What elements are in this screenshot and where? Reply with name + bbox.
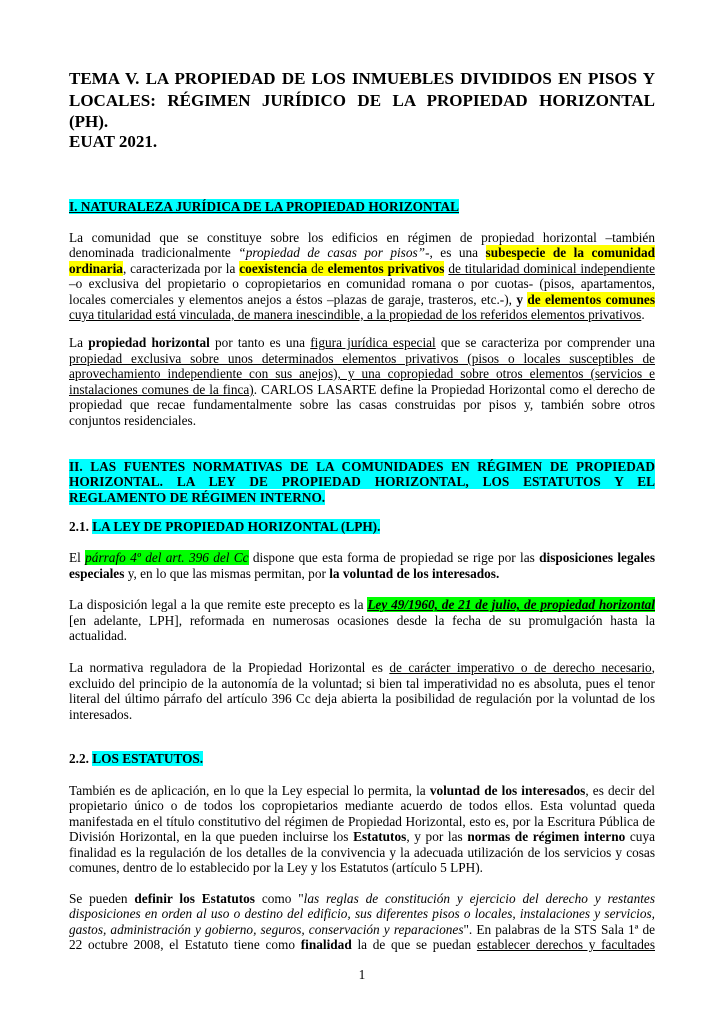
text-run: denominada tradicionalmente [69, 245, 239, 260]
text-run: por tanto es una [209, 335, 311, 351]
subsection-heading-2-1 [69, 519, 655, 535]
text-line [69, 90, 655, 111]
text-run: También es de aplicación, en lo que la Ley especial lo permita, la [69, 782, 430, 798]
text-run: disposiciones en orden al uso o destino del edificio, sus diferentes pisos o locales, instalaciones y servicios, [69, 906, 655, 922]
text-run: dispone que esta forma de propiedad se rige por las [248, 550, 540, 566]
text-run: comunes, dentro de lo establecido por la Ley y los Estatutos (artículo 5 LPH). [69, 860, 483, 876]
text-line [69, 707, 655, 723]
underlined-text: cuya titularidad está vinculada, de manera inescindible, a la propiedad de los referidos elementos privativos [69, 307, 642, 322]
bold-text: definir los Estatutos [134, 890, 255, 906]
text-line [69, 199, 655, 215]
text-run: cuya [625, 829, 655, 845]
underlined-text: de titularidad dominical independiente [448, 260, 656, 276]
underlined-text: propiedad exclusiva sobre unos determinados elementos privativos (pisos o locales susceptibles de [69, 350, 655, 366]
text-run: locales comerciales y elementos anejos a éstos –plazas de garaje, trasteros, etc.-), [69, 291, 517, 307]
bold-text: voluntad de los interesados [429, 782, 586, 798]
highlighted-text: subespecie de la comunidad [485, 245, 656, 260]
bold-text: especiales [69, 565, 125, 581]
text-run: (PH). [69, 111, 109, 131]
text-run: 2.2. [69, 751, 93, 767]
paragraph-estatutos-2 [69, 891, 655, 953]
bold-text: normas de régimen interno [467, 829, 626, 845]
text-line [69, 676, 655, 692]
text-line [69, 891, 655, 907]
paragraph-naturaleza-1 [69, 230, 655, 323]
text-run: La normativa reguladora de la Propiedad Horizontal es [69, 660, 390, 676]
text-run: como " [254, 890, 304, 906]
text-line [69, 413, 655, 429]
text-run: , y por las [406, 829, 468, 845]
text-line [69, 366, 655, 382]
underlined-text: de carácter imperativo o de derecho necesario [389, 660, 652, 676]
text-line [69, 307, 655, 323]
paragraph-lph-2 [69, 597, 655, 644]
text-run: El [69, 550, 86, 566]
text-line [69, 335, 655, 351]
text-line [69, 597, 655, 613]
text-run: ". En palabras de la STS Sala 1ª de [463, 921, 655, 937]
text-run: que se caracteriza por comprender una [435, 335, 655, 351]
paragraph-lph-1 [69, 550, 655, 581]
text-run: literal del último párrafo del artículo 396 Cc deja abierta la posibilidad de regulación por la voluntad de los [69, 691, 655, 707]
text-line [69, 111, 655, 132]
text-line [69, 628, 655, 644]
text-run: propietario único o de todos los copropietarios mediante acuerdo de todos ellos. Esta voluntad queda [69, 798, 655, 814]
text-line [69, 474, 655, 490]
text-line [69, 613, 655, 629]
text-run: 22 octubre 2008, el Estatuto tiene como [69, 937, 301, 953]
text-line [69, 566, 655, 582]
text-line [69, 660, 655, 676]
course-label [69, 131, 655, 152]
highlighted-text: HORIZONTAL. LA LEY DE PROPIEDAD HORIZONTAL, LOS ESTATUTOS Y EL [69, 474, 655, 490]
highlighted-text: REGLAMENTO DE RÉGIMEN INTERNO. [69, 489, 326, 505]
text-line [69, 351, 655, 367]
text-line [69, 798, 655, 814]
subsection-heading-2-2 [69, 751, 655, 767]
text-run: [en adelante, LPH], reformada en numerosas ocasiones desde la fecha de su promulgación hasta la [69, 612, 655, 628]
text-line [69, 131, 655, 152]
text-line [69, 783, 655, 799]
text-line [69, 922, 655, 938]
text-run: propiedad que recae fundamentalmente sobre las casas construidas por pisos y, también sobre otros [69, 397, 655, 413]
paragraph-naturaleza-2 [69, 335, 655, 428]
highlighted-text: I. NATURALEZA JURÍDICA DE LA PROPIEDAD HORIZONTAL [69, 199, 459, 215]
text-run: La [69, 335, 89, 351]
text-run: La disposición legal a la que remite este precepto es la [69, 597, 368, 613]
text-run: interesados. [69, 706, 133, 722]
text-line [69, 814, 655, 830]
highlighted-text: II. LAS FUENTES NORMATIVAS DE LA COMUNIDADES EN RÉGIMEN DE PROPIEDAD [69, 458, 655, 474]
underlined-text: establecer derechos y facultades [476, 937, 656, 953]
text-line [69, 292, 655, 308]
text-line [69, 490, 655, 506]
text-line [69, 829, 655, 845]
bold-text: la voluntad de los interesados. [329, 565, 500, 581]
text-line [69, 519, 655, 535]
text-run: . CARLOS LASARTE define la Propiedad Horizontal como el derecho de [253, 381, 655, 397]
paragraph-estatutos-1 [69, 783, 655, 876]
underlined-text: instalaciones comunes de la finca) [69, 381, 254, 397]
text-run: LOCALES: RÉGIMEN JURÍDICO DE LA PROPIEDAD HORIZONTAL [69, 90, 655, 110]
text-run: gastos, administración y gobierno, seguros, conservación y reparaciones [69, 921, 464, 937]
text-line [69, 382, 655, 398]
text-line [69, 751, 655, 767]
text-run: , caracterizada por la [122, 260, 240, 276]
text-line [69, 691, 655, 707]
bold-text: y [516, 291, 528, 307]
highlighted-text: coexistencia [239, 260, 308, 276]
highlighted-text: párrafo 4º del art. 396 del Cc [85, 550, 249, 566]
text-line [69, 245, 655, 261]
section-heading-1 [69, 199, 655, 215]
underlined-text: aprovechamiento independiente con sus anejos), y una copropiedad sobre otros elementos (servicios e [69, 366, 655, 382]
highlighted-text: elementos privativos [327, 260, 445, 276]
bold-text: propiedad horizontal [88, 335, 210, 351]
text-run: “propiedad de casas por pisos” [238, 245, 426, 260]
text-line [69, 937, 655, 953]
text-run: excluido del principio de la autonomía de la voluntad; si bien tal imperatividad no es absoluta, pues el tenor [69, 675, 655, 691]
text-run: . [641, 307, 645, 322]
text-line [69, 906, 655, 922]
text-line [69, 845, 655, 861]
text-line [69, 276, 655, 292]
text-run: TEMA V. LA PROPIEDAD DE LOS INMUEBLES DIVIDIDOS EN PISOS Y [69, 69, 655, 89]
text-run: -, es una [425, 245, 486, 260]
text-run: actualidad. [69, 628, 127, 644]
highlighted-text: LA LEY DE PROPIEDAD HORIZONTAL (LPH). [92, 519, 381, 535]
text-run: 2.1. [69, 519, 93, 535]
text-line [69, 397, 655, 413]
text-line [69, 68, 655, 89]
highlighted-text: Ley 49/1960, de 21 de julio, de propiedad horizontal [367, 597, 655, 613]
highlighted-text: ordinaria [69, 260, 123, 276]
bold-text: finalidad [300, 937, 352, 953]
text-run: EUAT 2021. [69, 132, 158, 152]
text-line [69, 261, 655, 277]
text-run: finalidad es la regulación de los detalles de la convivencia y la adecuada utilización de los servicios y cosas [69, 844, 655, 860]
document-title [69, 68, 655, 132]
text-line [69, 459, 655, 475]
bold-text: Estatutos [353, 829, 407, 845]
text-run: –o exclusiva del propietario o copropietarios en comunidad romana o por cuotas- (pisos, apartamentos, [69, 276, 655, 291]
bold-text: disposiciones legales [539, 550, 656, 566]
section-heading-2 [69, 459, 655, 506]
text-run: manifestada en el título constitutivo del régimen de Propiedad Horizontal, esto es, por la Escritura Pública de [69, 813, 655, 829]
text-line [69, 860, 655, 876]
text-run: , [651, 660, 655, 676]
text-line [69, 230, 655, 246]
text-line [69, 550, 655, 566]
highlighted-text: de elementos comunes [527, 291, 655, 307]
highlighted-text: LOS ESTATUTOS. [92, 751, 204, 767]
underlined-text: figura jurídica especial [310, 335, 436, 351]
text-run: la de que se puedan [351, 937, 477, 953]
highlighted-text: de [307, 260, 328, 276]
text-run: conjuntos residenciales. [69, 412, 197, 428]
page-number: 1 [358, 967, 366, 982]
paragraph-lph-3 [69, 660, 655, 722]
text-run: Se pueden [69, 890, 135, 906]
text-run: La comunidad que se constituye sobre los edificios en régimen de propiedad horizontal –también [69, 229, 655, 245]
text-run: , es decir del [585, 782, 655, 798]
text-run: y, en lo que las mismas permitan, por [124, 565, 330, 581]
text-run: División Horizontal, en la que pueden incluirse los [69, 829, 354, 845]
text-run: las reglas de constitución y ejercicio del derecho y restantes [303, 890, 655, 906]
